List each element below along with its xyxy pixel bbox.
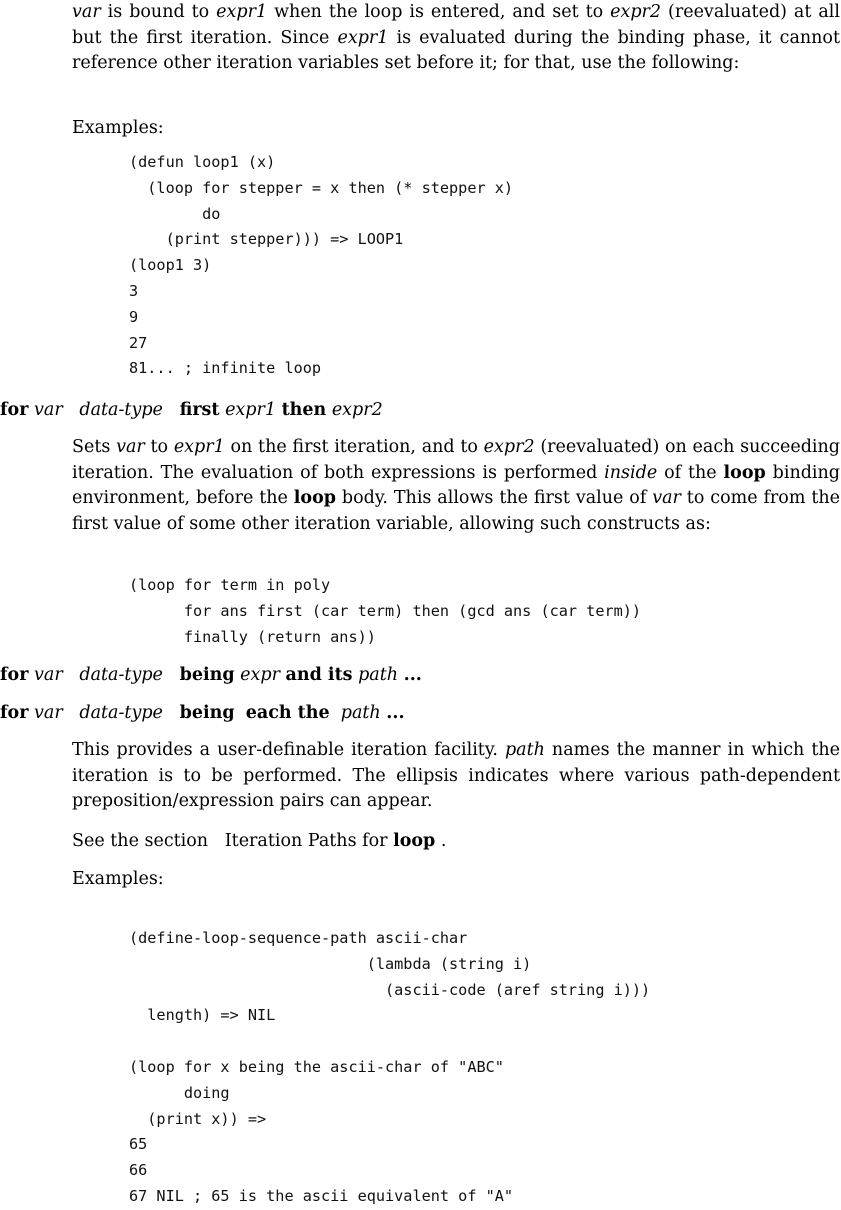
text-run: This provides a user-definable iteration facility. (72, 740, 505, 760)
expr1-term: expr1 (173, 437, 225, 457)
data-type-term: data-type (79, 703, 163, 723)
expr2-term: expr2 (331, 400, 383, 420)
var-term: var (34, 665, 63, 685)
text-run: names the manner in which the iteration is to be performed. The ellipsis indicates where various path-dependent preposition/expression pairs can appear. (72, 740, 840, 811)
code-example-ascii-char: (define-loop-sequence-path ascii-char (lambda (string i) (ascii-code (aref string i))) length) => NIL (loop for x being the ascii-char of "ABC" doing (print x)) => 65 66 67 NIL ; 65 is the ascii equivalent of "A" (129, 929, 651, 1205)
term-for-first-then (0, 398, 383, 422)
keyword-first: first (179, 400, 220, 420)
var-term: var (34, 400, 63, 420)
term1-description (72, 435, 840, 537)
expr1-term: expr1 (216, 2, 268, 22)
text-run: (reevaluated) on each succeeding iteration. The evaluation of both expressions is performed (72, 437, 840, 483)
text-run: See the section Iteration Paths for (72, 831, 394, 851)
examples-label: Examples: (72, 118, 164, 138)
expr2-term: expr2 (483, 437, 535, 457)
see-also-line (72, 829, 840, 855)
keyword-then: then (281, 400, 327, 420)
expr-term: expr (240, 665, 280, 685)
path-term: path (504, 740, 545, 760)
keyword-for: for (0, 400, 29, 420)
keyword-for: for (0, 703, 29, 723)
code-example-poly: (loop for term in poly for ans first (car term) then (gcd ans (car term)) finally (return ans)) (129, 576, 642, 646)
keyword-for: for (0, 665, 29, 685)
keyword-being: being (179, 703, 235, 723)
keyword-being: being (179, 665, 235, 685)
ellipsis: ... (403, 665, 422, 685)
term2-description (72, 738, 840, 815)
expr1-term: expr1 (225, 400, 276, 420)
ellipsis: ... (386, 703, 405, 723)
keyword-each-the: each the (245, 703, 330, 723)
term-for-being-each-the (0, 701, 405, 725)
text-run: . (435, 831, 447, 851)
text-run: of the (657, 462, 724, 483)
text-run: to come from the first value of some other iteration variable, allowing such constructs as: (72, 488, 840, 534)
text-run: Sets (72, 437, 117, 457)
path-term: path (340, 703, 381, 723)
var-term: var (34, 703, 63, 723)
text-run: body. This allows the first value of (336, 488, 653, 508)
text-run: (reevaluated) at all but the first iteration. Since (72, 2, 840, 48)
expr1-term: expr1 (337, 27, 389, 48)
keyword-and-its: and its (285, 665, 353, 685)
intro-paragraph (72, 0, 840, 77)
text-run: to (144, 437, 174, 457)
loop-keyword: loop (393, 831, 436, 851)
expr2-term: expr2 (610, 2, 662, 22)
var-term: var (72, 2, 101, 22)
loop-keyword: loop (293, 488, 336, 508)
text-run: binding environment, before the (72, 462, 840, 508)
text-run: on the first iteration, and to (224, 437, 484, 457)
text-run: is evaluated during the binding phase, it cannot reference other iteration variables set before it; for that, use the following: (72, 27, 841, 73)
text-run: when the loop is entered, and set to (267, 2, 611, 22)
term-for-being-and-its (0, 663, 422, 687)
text-run: is bound to (100, 2, 217, 22)
data-type-term: data-type (79, 400, 163, 420)
data-type-term: data-type (79, 665, 163, 685)
inside-term: inside (604, 462, 658, 483)
examples-label: Examples: (72, 869, 164, 889)
var-term: var (116, 437, 145, 457)
var-term: var (652, 488, 681, 508)
path-term: path (358, 665, 399, 685)
loop-keyword: loop (723, 462, 766, 483)
code-example-loop1: (defun loop1 (x) (loop for stepper = x then (* stepper x) do (print stepper))) => LOOP1 (loop1 3) 3 9 27 81... ; infinite loop (129, 153, 514, 378)
